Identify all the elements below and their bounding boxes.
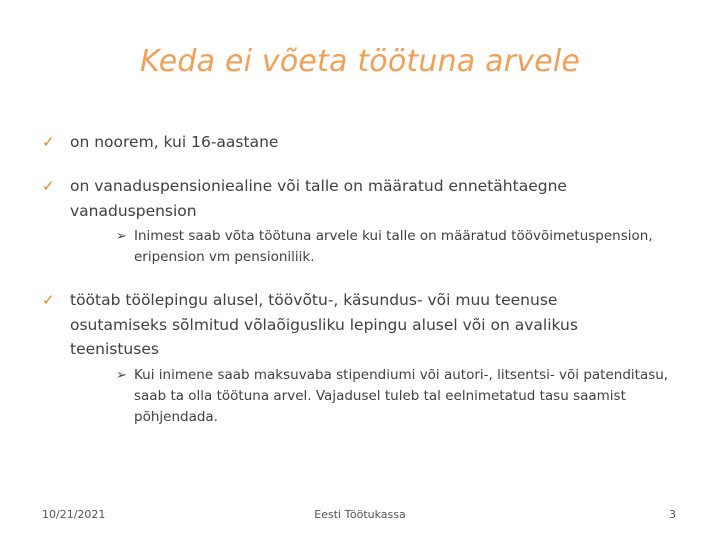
page-number: 3 xyxy=(669,508,676,521)
bullet-text: töötab töölepingu alusel, töövõtu-, käsundus- või muu teenuse osutamiseks sõlmitud võlaõigusliku lepingu alusel või on avalikus teenistuses xyxy=(70,291,578,358)
checkmark-icon: ✓ xyxy=(42,291,55,309)
bullet-text: on vanaduspensioniealine või talle on määratud ennetähtaegne vanaduspension xyxy=(70,177,567,220)
bullet-item xyxy=(42,288,632,362)
bullet-item xyxy=(42,130,632,155)
bullet-item xyxy=(42,174,632,223)
sub-bullet-text: Inimest saab võta töötuna arvele kui talle on määratud töövõimetuspension, eripension vm pensioniliik. xyxy=(134,228,653,265)
sub-bullet-item xyxy=(116,226,676,268)
footer-date: 10/21/2021 xyxy=(42,508,106,521)
checkmark-icon: ✓ xyxy=(42,133,55,151)
checkmark-icon: ✓ xyxy=(42,177,55,195)
arrow-right-icon: ➢ xyxy=(116,229,127,244)
slide-title: Keda ei võeta töötuna arvele xyxy=(139,44,581,79)
sub-bullet-item xyxy=(116,365,676,428)
arrow-right-icon: ➢ xyxy=(116,368,127,383)
footer-organization: Eesti Töötukassa xyxy=(314,508,406,521)
sub-bullet-text: Kui inimene saab maksuvaba stipendiumi või autori-, litsentsi- või patenditasu, saab ta olla töötuna arvel. Vajadusel tuleb tal eelnimetatud tasu saamist põhjendada. xyxy=(134,367,669,425)
bullet-text: on noorem, kui 16-aastane xyxy=(70,133,279,151)
